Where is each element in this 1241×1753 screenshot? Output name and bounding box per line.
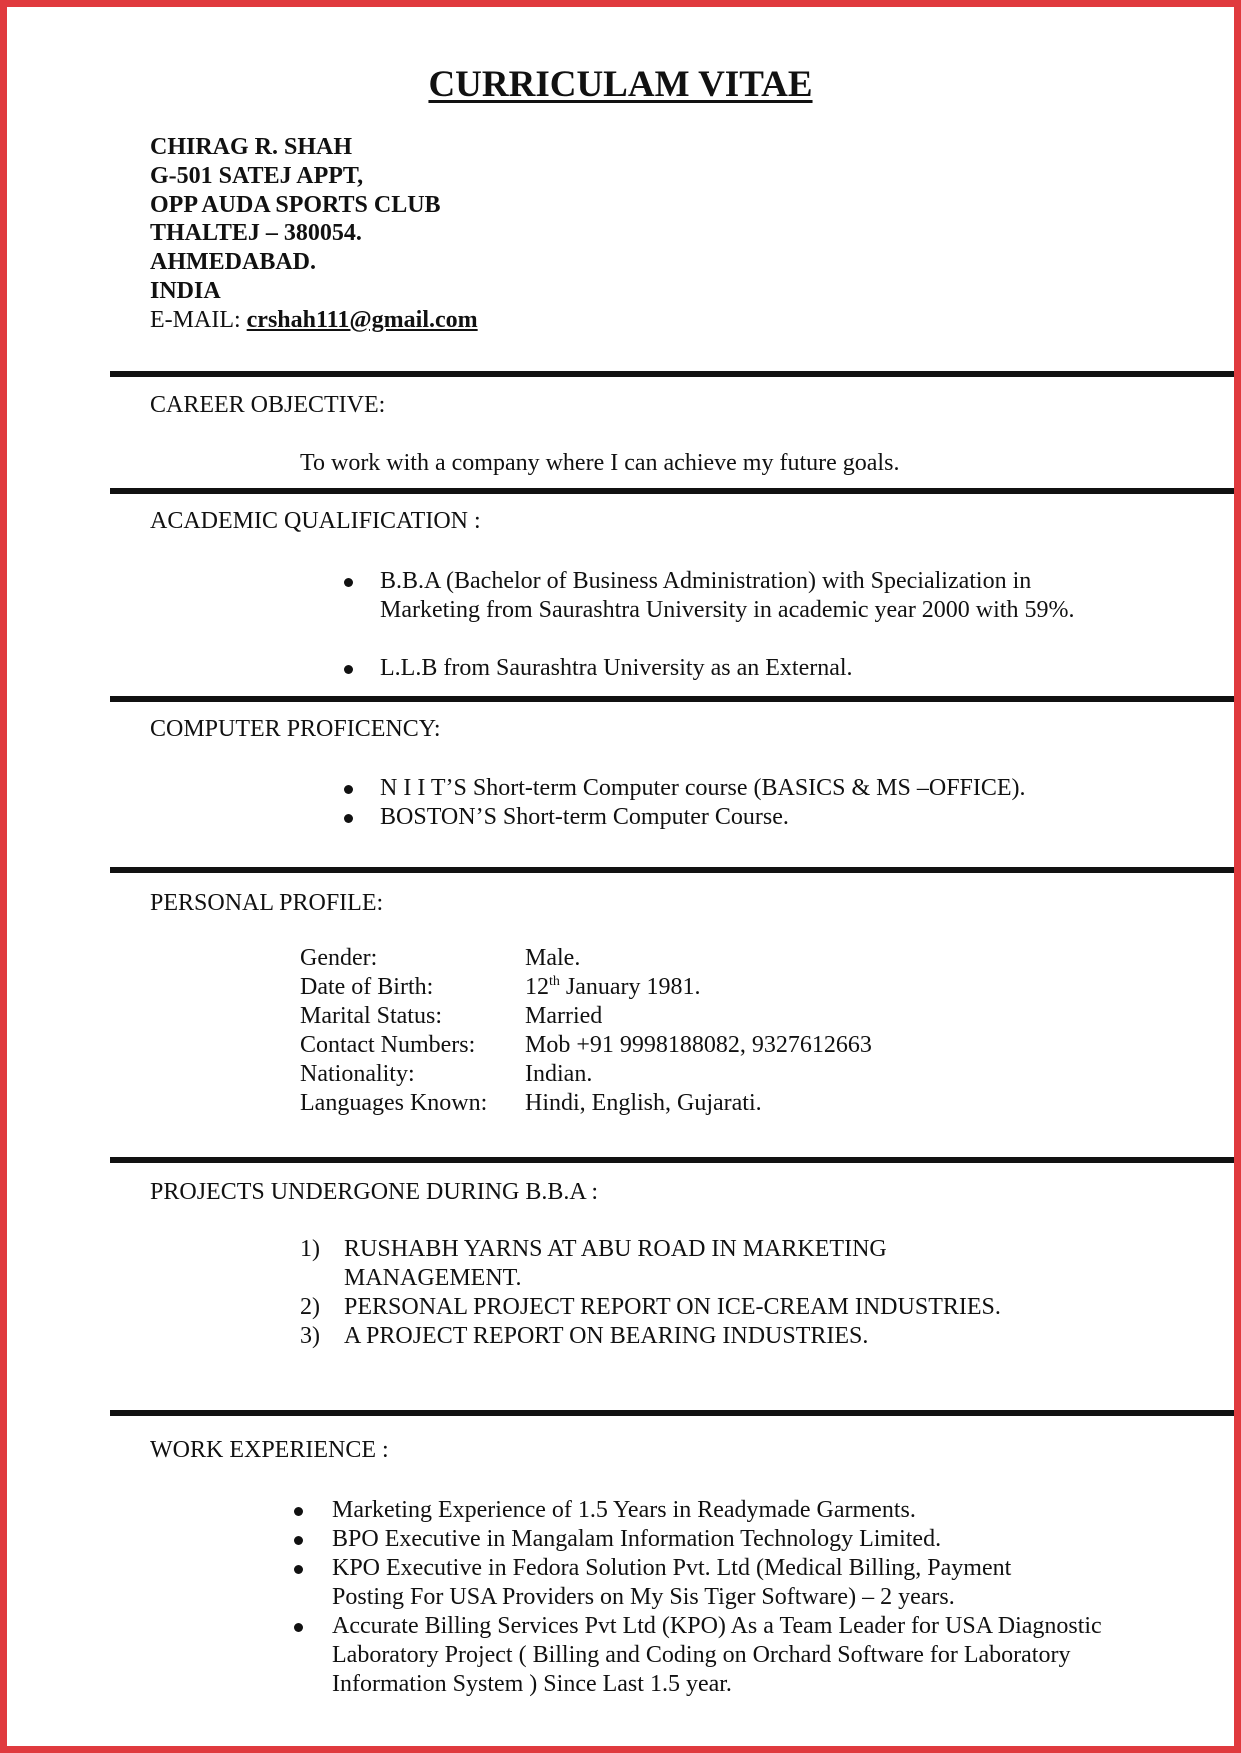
bullet-icon xyxy=(294,1507,303,1516)
list-item: B.B.A (Bachelor of Business Administration) with Specialization in Marketing from Saurashtra University in academic year 2000 with 59%. xyxy=(340,567,1110,625)
list-item: KPO Executive in Fedora Solution Pvt. Ltd (Medical Billing, Payment Posting For USA Providers on My Sis Tiger Software) – 2 years. xyxy=(290,1554,1110,1612)
list-item: 1) RUSHABH YARNS AT ABU ROAD IN MARKETING MANAGEMENT. xyxy=(300,1236,887,1291)
section-divider xyxy=(110,1410,1234,1416)
profile-label: Nationality: xyxy=(300,1061,415,1087)
projects-list xyxy=(300,1235,1001,1351)
section-divider xyxy=(110,1157,1234,1163)
profile-value: Male. xyxy=(525,945,581,971)
academic-heading: ACADEMIC QUALIFICATION : xyxy=(150,508,481,534)
profile-value: Married xyxy=(525,1003,603,1029)
table-row xyxy=(300,1061,872,1090)
list-item: N I I T’S Short-term Computer course (BASICS & MS –OFFICE). xyxy=(340,774,1140,803)
bullet-icon xyxy=(294,1536,303,1545)
profile-label: Languages Known: xyxy=(300,1090,488,1116)
profile-value: Mob +91 9998188082, 9327612663 xyxy=(525,1032,872,1058)
address-line: INDIA xyxy=(150,277,221,304)
email-link[interactable]: crshah111@gmail.com xyxy=(246,306,478,333)
personal-profile-heading: PERSONAL PROFILE: xyxy=(150,890,384,916)
candidate-name: CHIRAG R. SHAH xyxy=(150,134,353,160)
projects-heading: PROJECTS UNDERGONE DURING B.B.A : xyxy=(150,1179,599,1205)
document-title: CURRICULAM VITAE xyxy=(428,64,813,105)
list-item: Accurate Billing Services Pvt Ltd (KPO) As a Team Leader for USA Diagnostic Laboratory Project ( Billing and Coding on Orchard Software for Laboratory Information System ) Since Last 1.5 year. xyxy=(290,1612,1110,1699)
profile-label: Date of Birth: xyxy=(300,974,434,1000)
section-divider xyxy=(110,371,1234,377)
table-row xyxy=(300,1032,872,1061)
profile-label: Marital Status: xyxy=(300,1003,442,1029)
address-block xyxy=(150,133,478,335)
email-label: E-MAIL: xyxy=(150,306,247,333)
section-divider xyxy=(110,867,1234,873)
profile-value: Indian. xyxy=(525,1061,593,1087)
section-divider xyxy=(110,696,1234,702)
list-item: 2) PERSONAL PROJECT REPORT ON ICE-CREAM INDUSTRIES. xyxy=(300,1294,1001,1320)
address-line: THALTEJ – 380054. xyxy=(150,220,362,247)
computer-proficiency-heading: COMPUTER PROFICENCY: xyxy=(150,716,441,742)
table-row xyxy=(300,1090,872,1119)
bullet-icon xyxy=(344,814,353,823)
section-divider xyxy=(110,488,1234,494)
profile-value: 12th January 1981. xyxy=(525,974,701,1000)
table-row xyxy=(300,1003,872,1032)
address-line: OPP AUDA SPORTS CLUB xyxy=(150,191,441,218)
table-row xyxy=(300,945,872,974)
bullet-icon xyxy=(344,785,353,794)
list-item: Marketing Experience of 1.5 Years in Readymade Garments. xyxy=(290,1496,1110,1525)
bullet-icon xyxy=(294,1565,303,1574)
career-objective-heading: CAREER OBJECTIVE: xyxy=(150,392,386,418)
work-experience-heading: WORK EXPERIENCE : xyxy=(150,1437,389,1463)
list-item: L.L.B from Saurashtra University as an External. xyxy=(340,654,1110,683)
bullet-icon xyxy=(294,1623,303,1632)
email-row xyxy=(150,306,478,335)
profile-label: Gender: xyxy=(300,945,378,971)
address-line: G-501 SATEJ APPT, xyxy=(150,162,364,189)
address-line: AHMEDABAD. xyxy=(150,249,316,276)
list-item: BOSTON’S Short-term Computer Course. xyxy=(340,803,1140,832)
bullet-icon xyxy=(344,665,353,674)
computer-list xyxy=(340,774,1140,832)
list-item: BPO Executive in Mangalam Information Technology Limited. xyxy=(290,1525,1110,1554)
profile-value: Hindi, English, Gujarati. xyxy=(525,1090,762,1116)
work-list xyxy=(290,1496,1110,1699)
list-item: 3) A PROJECT REPORT ON BEARING INDUSTRIES. xyxy=(300,1323,869,1349)
profile-label: Contact Numbers: xyxy=(300,1032,476,1058)
personal-profile-table xyxy=(300,945,872,1119)
career-objective-text: To work with a company where I can achieve my future goals. xyxy=(300,450,900,476)
table-row xyxy=(300,974,872,1003)
bullet-icon xyxy=(344,578,353,587)
academic-list xyxy=(340,567,1110,683)
